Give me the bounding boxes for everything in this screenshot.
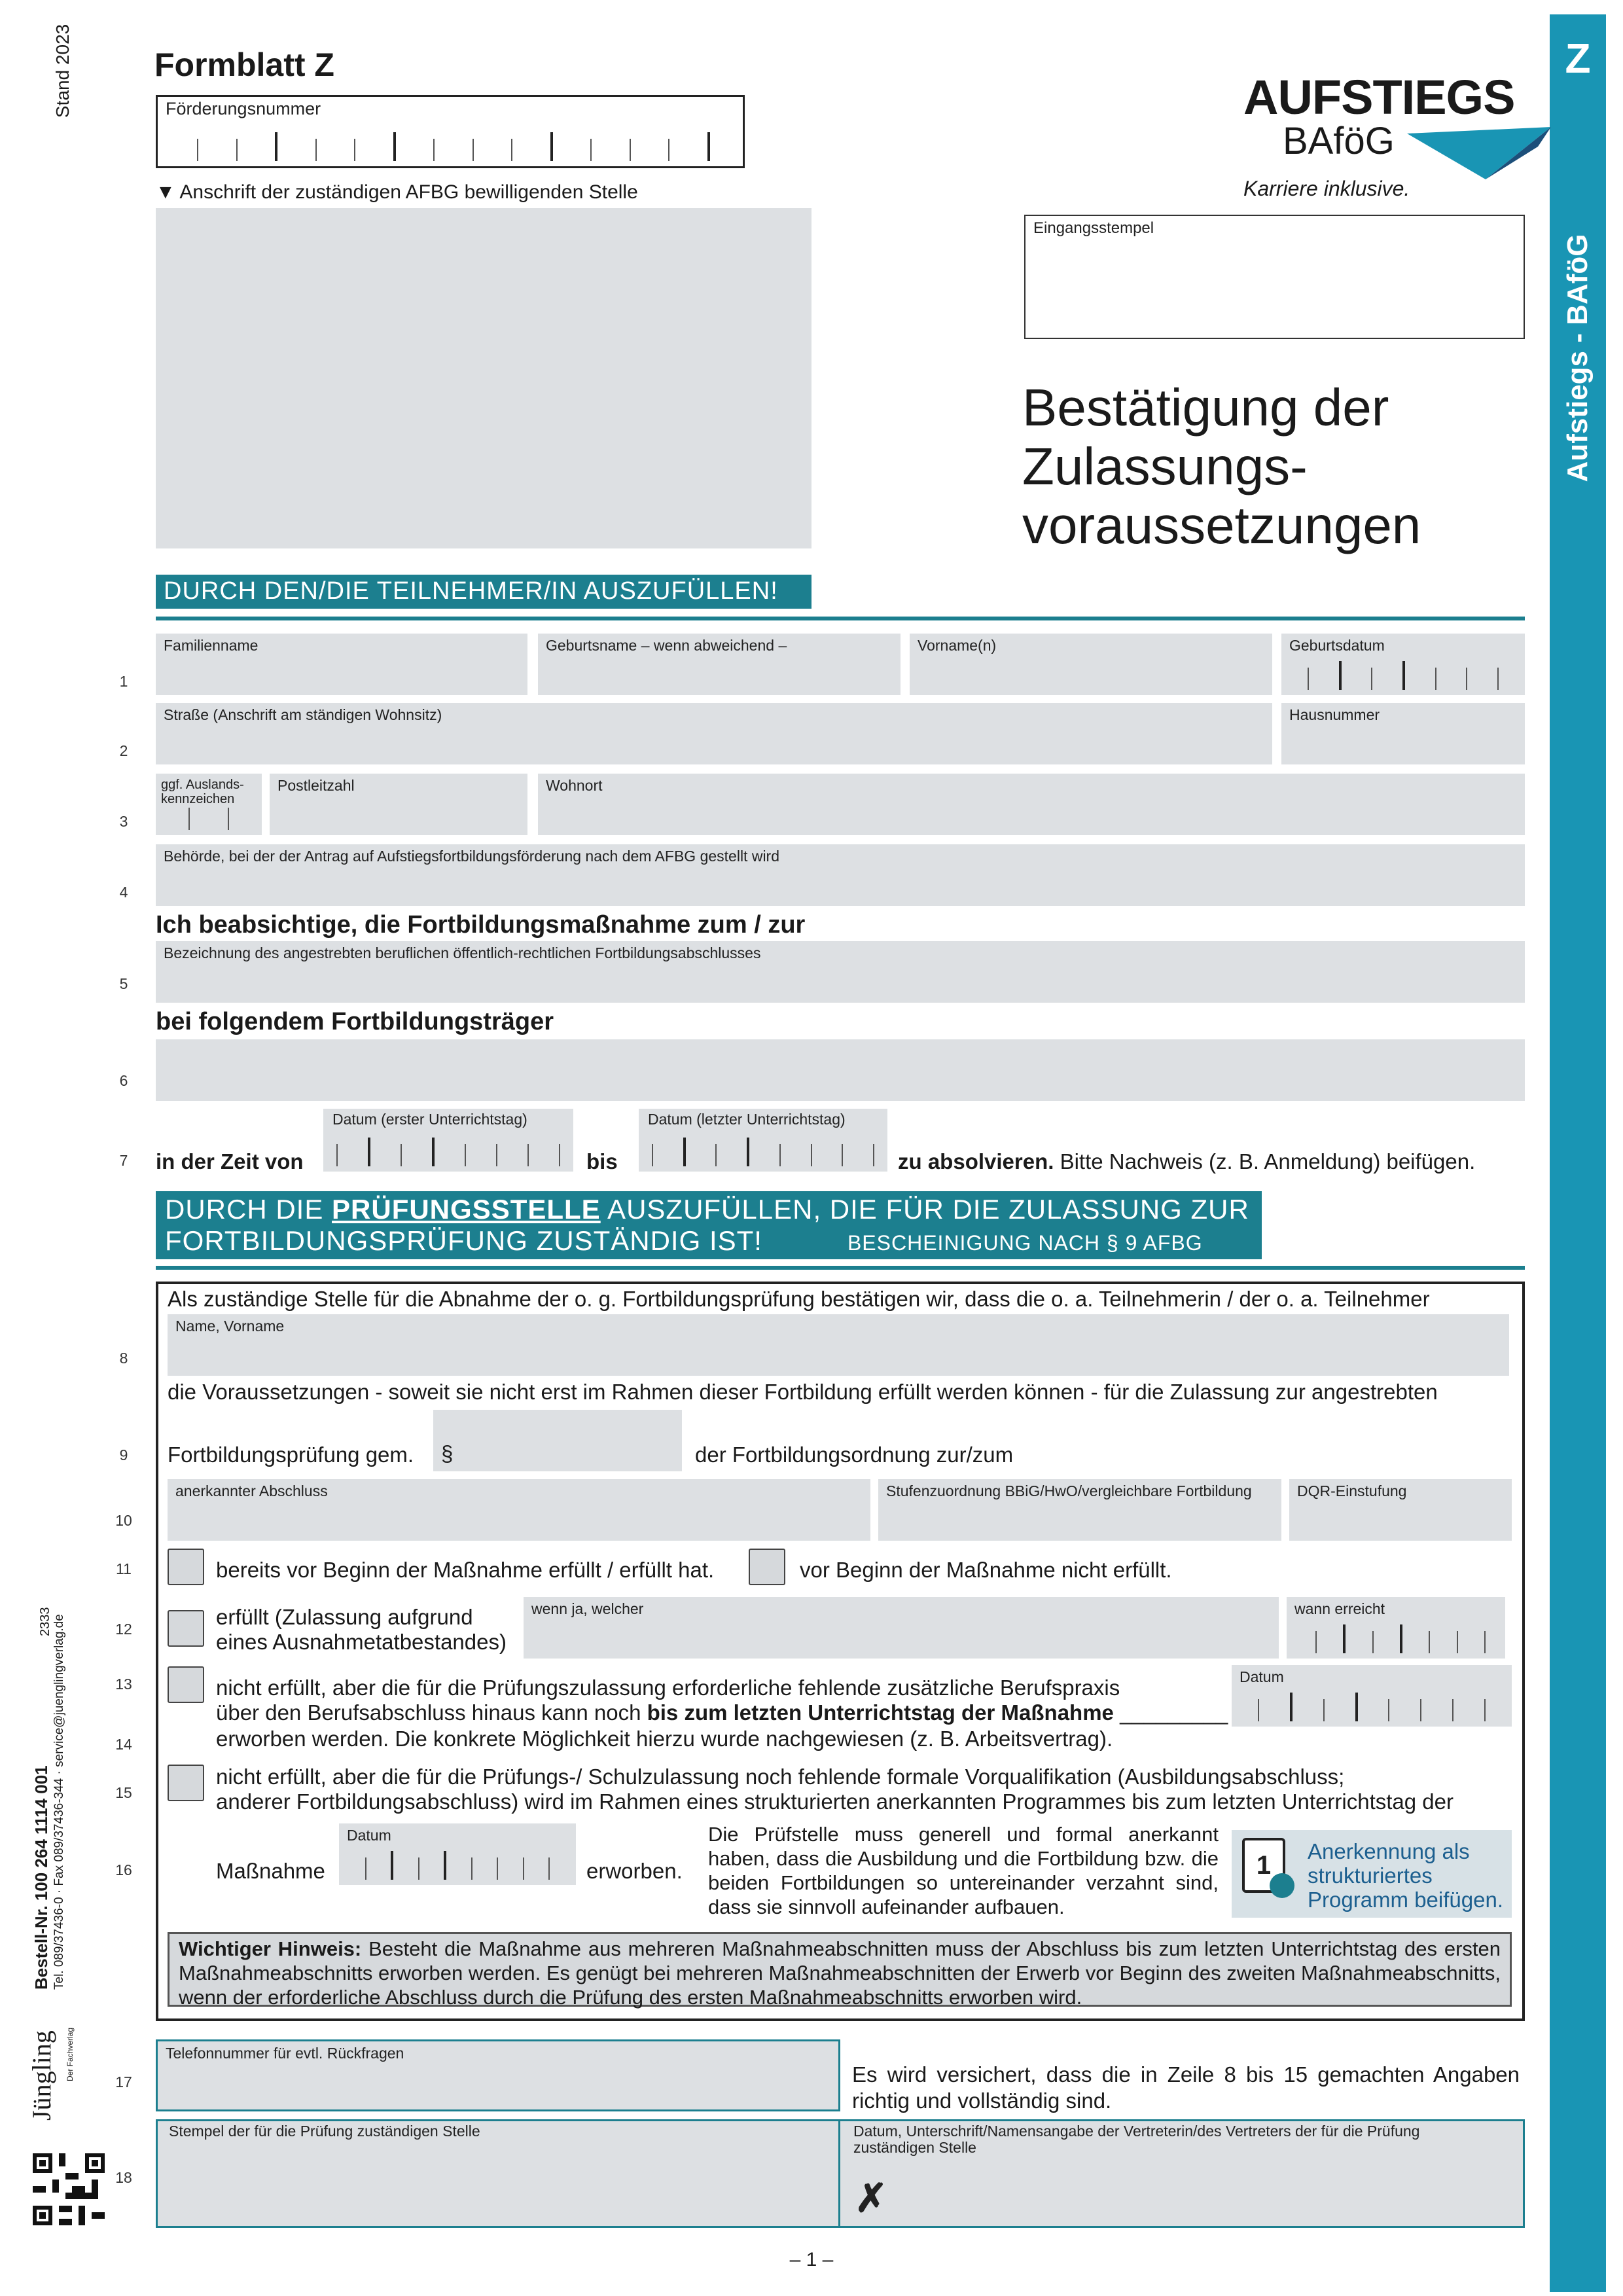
birth-name-field[interactable] xyxy=(538,634,901,695)
attach-hint-line2: strukturiertes xyxy=(1308,1863,1433,1888)
row16-check-text: Die Prüfstelle muss generell und formal anerkannt haben, dass die Ausbildung und die Fortbildung bzw. die beiden Fortbildungen so untereinander verzahnt sind, dass sie sinnvoll aufeinander aufbauen. xyxy=(708,1823,1219,1918)
exception-when-label: wann erreicht xyxy=(1294,1600,1385,1617)
birth-name-label: Geburtsname – wenn abweichend – xyxy=(546,637,787,654)
period-complete-rest: Bitte Nachweis (z. B. Anmeldung) beifügen. xyxy=(1054,1149,1476,1174)
stand-label: Stand 2023 xyxy=(52,24,73,118)
publisher-contact: Tel. 089/37436-0 · Fax 089/37436-344 · service@juenglingverlag.de xyxy=(52,1614,66,1990)
row13-line1: nicht erfüllt, aber die für die Prüfungszulassung erforderliche fehlende zusätzliche Berufspraxis xyxy=(216,1676,1120,1700)
exception-when-ticks xyxy=(1315,1626,1486,1653)
row-number: 3 xyxy=(119,813,128,830)
exception-which-label: wenn ja, welcher xyxy=(531,1600,644,1617)
row-number: 15 xyxy=(115,1784,132,1801)
row-number: 1 xyxy=(119,673,128,690)
row-number: 14 xyxy=(115,1736,132,1753)
section2-banner-underlined: PRÜFUNGSSTELLE xyxy=(332,1194,601,1225)
assurance-text: Es wird versichert, dass die in Zeile 8 bis 15 gemachten Angaben richtig und vollständig sind. xyxy=(852,2062,1520,2113)
checkbox-exception[interactable] xyxy=(168,1610,204,1647)
dqr-field[interactable] xyxy=(1289,1479,1512,1541)
row15-line1: nicht erfüllt, aber die für die Prüfungs-/ Schulzulassung noch fehlende formale Vorqualifikation (Ausbildungsabschluss; xyxy=(216,1765,1345,1789)
side-bar-letter: Z xyxy=(1565,35,1591,82)
first-day-field[interactable] xyxy=(323,1109,573,1172)
row13-line2 xyxy=(216,1700,1228,1725)
qualification-label: Bezeichnung des angestrebten beruflichen öffentlich-rechtlichen Fortbildungsabschlusses xyxy=(164,944,761,961)
country-code-label-2: kennzeichen xyxy=(161,792,235,806)
row-number: 10 xyxy=(115,1512,132,1529)
section2-banner-post: AUSZUFÜLLEN, DIE FÜR DIE ZULASSUNG ZUR xyxy=(600,1194,1249,1225)
publisher-code: 2333 xyxy=(38,1607,52,1636)
exception-when-field[interactable] xyxy=(1287,1597,1505,1659)
row-number: 2 xyxy=(119,742,128,759)
form-title: Formblatt Z xyxy=(154,46,334,83)
signature-label xyxy=(853,2123,1419,2157)
section2-intro: Als zuständige Stelle für die Abnahme der o. g. Fortbildungsprüfung bestätigen wir, dass die o. a. Teilnehmerin / der o. a. Teilnehmer xyxy=(168,1287,1430,1311)
signature-field[interactable] xyxy=(840,2119,1525,2228)
participant-name-label: Name, Vorname xyxy=(175,1318,285,1335)
recognized-degree-label: anerkannter Abschluss xyxy=(175,1482,328,1499)
level-assignment-field[interactable] xyxy=(878,1479,1281,1541)
practice-date-ticks xyxy=(1258,1694,1486,1721)
logo-aufstiegs: AUFSTIEGS xyxy=(1243,70,1515,124)
row-number: 9 xyxy=(119,1446,128,1463)
level-assignment-label: Stufenzuordnung BBiG/HwO/vergleichbare Fortbildung xyxy=(886,1482,1252,1499)
document-icon-number: 1 xyxy=(1256,1851,1272,1880)
exam-office-stamp-field[interactable] xyxy=(156,2119,840,2228)
incoming-stamp-box[interactable] xyxy=(1024,215,1525,339)
publisher-brand-sub: Der Fachverlag xyxy=(65,2027,75,2081)
first-day-ticks xyxy=(336,1139,560,1166)
row-number: 7 xyxy=(119,1152,128,1169)
birth-date-label: Geburtsdatum xyxy=(1289,637,1385,654)
dqr-label: DQR-Einstufung xyxy=(1297,1482,1407,1499)
period-from-label: in der Zeit von xyxy=(156,1149,304,1174)
qr-code-icon xyxy=(33,2153,105,2225)
opt-exception-label xyxy=(216,1605,507,1655)
phone-field[interactable] xyxy=(156,2039,840,2111)
logo-swoosh-icon xyxy=(1407,127,1551,186)
paragraph-field[interactable] xyxy=(433,1410,682,1471)
participant-name-field[interactable] xyxy=(168,1314,1509,1376)
paragraph-sign: § xyxy=(441,1441,454,1465)
period-to-label: bis xyxy=(586,1149,618,1174)
section2-banner-line1 xyxy=(165,1194,1253,1225)
row-number: 12 xyxy=(115,1621,132,1638)
address-field[interactable] xyxy=(156,208,812,548)
sign-here-icon: ✗ xyxy=(855,2176,888,2220)
first-name-label: Vorname(n) xyxy=(918,637,997,654)
country-code-ticks xyxy=(188,802,229,830)
funding-number-field[interactable] xyxy=(156,95,745,168)
authority-label: Behörde, bei der der Antrag auf Aufstiegsfortbildungsförderung nach dem AFBG gestellt wird xyxy=(164,848,780,865)
section1-banner: DURCH DEN/DIE TEILNEHMER/IN AUSZUFÜLLEN! xyxy=(156,575,812,609)
notice-text: Besteht die Maßnahme aus mehreren Maßnahmeabschnitten muss der Abschluss bis zum letzten Unterrichtstag des ersten Maßnahmeabschnitts erworben werden. Es genügt bei mehreren Maßnahmeabschnitten der Erwerb vor Beginn des zweiten Maßnahmeabschnitts, wenn der erforderliche Abschluss durch die Prüfung des ersten Maßnahmeabschnitts erworben wird. xyxy=(179,1937,1501,2009)
side-bar-vertical-text: Aufstiegs - BAföG xyxy=(1561,234,1594,482)
first-day-label: Datum (erster Unterrichtstag) xyxy=(332,1111,527,1128)
row-number: 5 xyxy=(119,975,128,992)
row13-line2-pre: über den Berufsabschluss hinaus kann noch xyxy=(216,1700,647,1725)
main-title-line2: Zulassungs- xyxy=(1022,437,1308,495)
main-title-line1: Bestätigung der xyxy=(1022,378,1389,437)
main-title-line3: voraussetzungen xyxy=(1022,496,1421,554)
page-number: – 1 – xyxy=(789,2249,834,2270)
logo xyxy=(1243,70,1531,204)
birth-date-field[interactable] xyxy=(1281,634,1525,695)
program-date-label: Datum xyxy=(347,1827,391,1844)
logo-bafoeg: BAföG xyxy=(1283,120,1395,162)
qualification-field[interactable] xyxy=(156,941,1525,1003)
signature-label-1: Datum, Unterschrift/Namensangabe der Vertreterin/des Vertreters der für die Prüfung xyxy=(853,2123,1420,2140)
checkbox-not-fulfilled-before[interactable] xyxy=(749,1549,785,1585)
main-title xyxy=(1022,378,1421,555)
row9-text-right: der Fortbildungsordnung zur/zum xyxy=(695,1443,1014,1467)
city-label: Wohnort xyxy=(546,777,603,794)
section2-banner-line2 xyxy=(165,1225,1253,1259)
publisher-brand: Jüngling xyxy=(27,2030,56,2121)
section1-divider xyxy=(156,617,1525,620)
row-number: 4 xyxy=(119,884,128,901)
checkbox-professional-practice[interactable] xyxy=(168,1666,204,1703)
row8-text: die Voraussetzungen - soweit sie nicht erst im Rahmen dieser Fortbildung erfüllt werden können - für die Zulassung zur angestrebten xyxy=(168,1380,1438,1404)
opt-fulfilled-before-label: bereits vor Beginn der Maßnahme erfüllt / erfüllt hat. xyxy=(216,1558,715,1582)
section2-banner-pre: DURCH DIE xyxy=(165,1194,332,1225)
attach-hint-box xyxy=(1232,1830,1512,1918)
row-number: 16 xyxy=(115,1861,132,1878)
section2-banner xyxy=(156,1191,1262,1259)
section2-banner-line2-small: BESCHEINIGUNG NACH § 9 AFBG xyxy=(847,1231,1203,1255)
street-label: Straße (Anschrift am ständigen Wohnsitz) xyxy=(164,706,442,723)
city-field[interactable] xyxy=(538,774,1525,835)
opt-exception-line1: erfüllt (Zulassung aufgrund xyxy=(216,1605,473,1629)
opt-exception-line2: eines Ausnahmetatbestandes) xyxy=(216,1629,507,1654)
row-number: 6 xyxy=(119,1072,128,1089)
last-day-field[interactable] xyxy=(639,1109,887,1172)
first-name-field[interactable] xyxy=(910,634,1272,695)
row-number: 17 xyxy=(115,2073,132,2090)
practice-date-field[interactable] xyxy=(1232,1665,1512,1727)
provider-field[interactable] xyxy=(156,1039,1525,1101)
incoming-stamp-label: Eingangsstempel xyxy=(1033,219,1154,237)
attach-dot-icon xyxy=(1270,1873,1294,1898)
checkbox-structured-program[interactable] xyxy=(168,1765,204,1801)
row-number: 13 xyxy=(115,1676,132,1693)
address-label: ▼ Anschrift der zuständigen AFBG bewilligenden Stelle xyxy=(156,181,638,203)
row16-erworben: erworben. xyxy=(586,1859,683,1883)
attach-hint-line1: Anerkennung als xyxy=(1308,1839,1470,1863)
attach-hint-text xyxy=(1308,1839,1503,1912)
intent-heading: Ich beabsichtige, die Fortbildungsmaßnahme zum / zur xyxy=(156,911,806,939)
row13-line2-bold: bis zum letzten Unterrichtstag der Maßnahme xyxy=(647,1700,1114,1725)
program-date-field[interactable] xyxy=(339,1823,576,1885)
last-day-label: Datum (letzter Unterrichtstag) xyxy=(648,1111,846,1128)
attach-hint-line3: Programm beifügen. xyxy=(1308,1888,1503,1912)
row16-massnahme: Maßnahme xyxy=(216,1859,325,1883)
opt-not-fulfilled-before-label: vor Beginn der Maßnahme nicht erfüllt. xyxy=(800,1558,1172,1582)
section2-banner-line2-main: FORTBILDUNGSPRÜFUNG ZUSTÄNDIG IST! xyxy=(165,1225,762,1256)
recognized-degree-field[interactable] xyxy=(168,1479,870,1541)
house-number-label: Hausnummer xyxy=(1289,706,1380,723)
funding-number-label: Förderungsnummer xyxy=(166,99,321,118)
checkbox-fulfilled-before[interactable] xyxy=(168,1549,204,1585)
provider-heading: bei folgendem Fortbildungsträger xyxy=(156,1008,554,1035)
postal-code-label: Postleitzahl xyxy=(277,777,355,794)
row15-line2: anderer Fortbildungsabschluss) wird im Rahmen eines strukturierten anerkannten Programmes bis zum letzten Unterrichtstag der xyxy=(216,1789,1454,1814)
birth-date-ticks xyxy=(1308,662,1499,690)
row-number: 8 xyxy=(119,1350,128,1367)
row-number: 18 xyxy=(115,2169,132,2186)
family-name-field[interactable] xyxy=(156,634,527,695)
exam-office-stamp-label: Stempel der für die Prüfung zuständigen Stelle xyxy=(169,2123,480,2140)
row-number: 11 xyxy=(116,1560,132,1577)
section2-divider xyxy=(156,1266,1525,1270)
notice-bold: Wichtiger Hinweis: xyxy=(179,1937,362,1960)
side-bar xyxy=(1550,14,1606,2292)
country-code-field[interactable] xyxy=(156,774,262,835)
publisher-order-no: Bestell-Nr. 100 264 1114 001 xyxy=(31,1765,51,1990)
house-number-field[interactable] xyxy=(1281,703,1525,764)
logo-tagline: Karriere inklusive. xyxy=(1243,177,1410,200)
phone-label: Telefonnummer für evtl. Rückfragen xyxy=(166,2045,404,2062)
important-notice xyxy=(168,1932,1512,2007)
row9-text-left: Fortbildungsprüfung gem. xyxy=(168,1443,414,1467)
signature-label-2: zuständigen Stelle xyxy=(853,2139,976,2157)
exception-which-field[interactable] xyxy=(524,1597,1279,1659)
period-complete-bold: zu absolvieren. xyxy=(898,1149,1054,1174)
street-field[interactable] xyxy=(156,703,1272,764)
period-complete-text xyxy=(898,1149,1475,1174)
row14-text: erworben werden. Die konkrete Möglichkeit hierzu wurde nachgewiesen (z. B. Arbeitsvertrag). xyxy=(216,1727,1113,1751)
last-day-ticks xyxy=(652,1139,874,1166)
practice-date-label: Datum xyxy=(1240,1668,1284,1685)
row13-line2-post: _________ xyxy=(1113,1700,1228,1725)
authority-field[interactable] xyxy=(156,844,1525,906)
country-code-label-1: ggf. Auslands- xyxy=(161,778,244,792)
program-date-ticks xyxy=(365,1852,550,1880)
funding-number-ticks xyxy=(197,134,710,161)
postal-code-field[interactable] xyxy=(270,774,527,835)
family-name-label: Familienname xyxy=(164,637,259,654)
